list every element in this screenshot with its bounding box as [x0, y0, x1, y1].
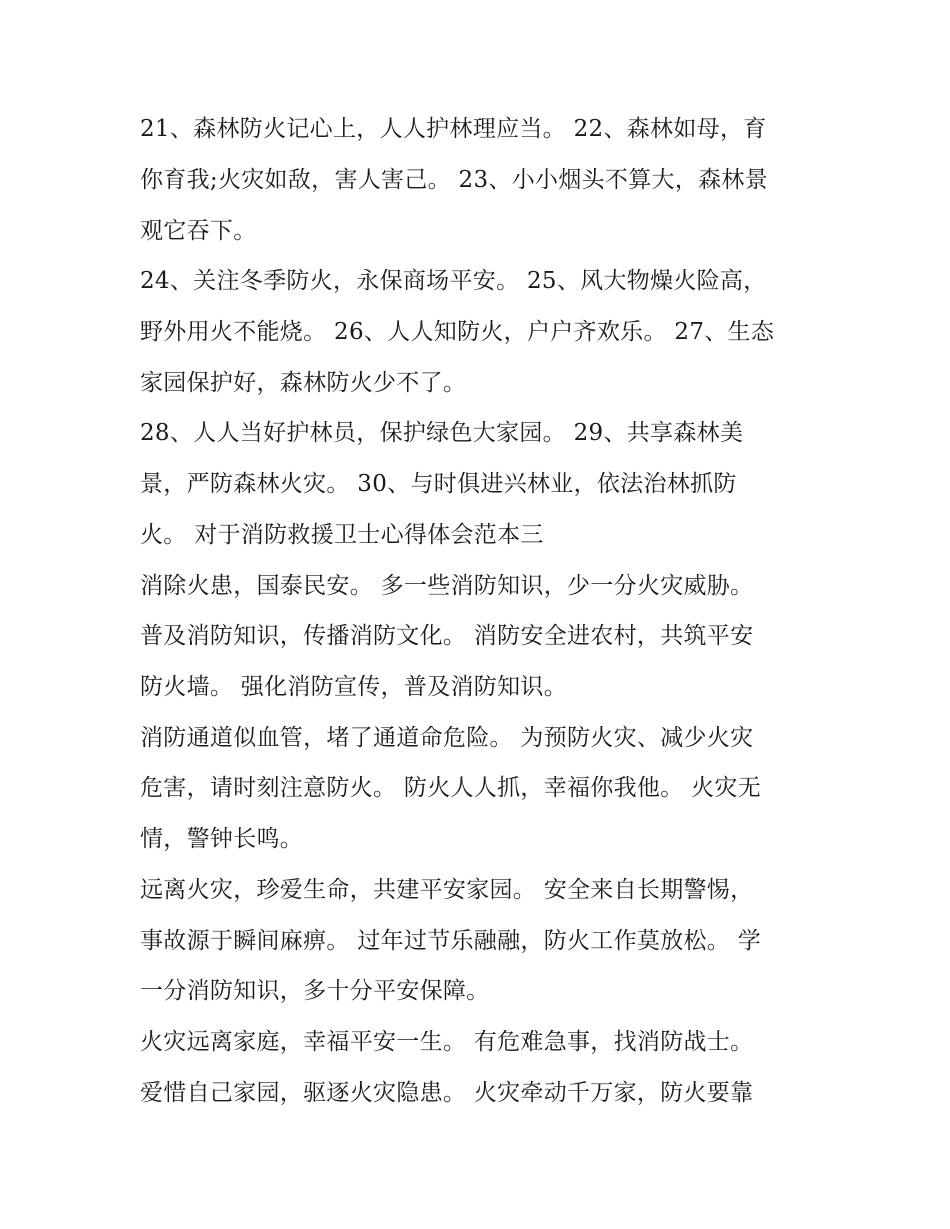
text-line: 28、人人当好护林员，保护绿色大家园。 29、共享森林美 [140, 420, 744, 446]
text-line: 事故源于瞬间麻痹。 过年过节乐融融，防火工作莫放松。 学 [140, 928, 762, 954]
text-line: 危害，请时刻注意防火。 防火人人抓，幸福你我他。 火灾无 [140, 775, 762, 801]
text-line: 爱惜自己家园，驱逐火灾隐患。 火灾牵动千万家，防火要靠 [140, 1080, 754, 1106]
text-line: 火。 对于消防救援卫士心得体会范本三 [140, 522, 544, 548]
text-line: 你育我;火灾如敌，害人害己。 23、小小烟头不算大，森林景 [140, 167, 769, 193]
text-line: 火灾远离家庭，幸福平安一生。 有危难急事，找消防战士。 [140, 1029, 754, 1055]
text-line: 情，警钟长鸣。 [140, 826, 304, 852]
text-line: 一分消防知识，多十分平安保障。 [140, 978, 490, 1004]
text-line: 远离火灾，珍爱生命，共建平安家园。 安全来自长期警惕， [140, 877, 754, 903]
text-line: 消除火患，国泰民安。 多一些消防知识，少一分火灾威胁。 [140, 573, 754, 599]
text-line: 野外用火不能烧。 26、人人知防火，户户齐欢乐。 27、生态 [140, 319, 775, 345]
text-line: 景，严防森林火灾。 30、与时俱进兴林业，依法治林抓防 [140, 471, 737, 497]
text-line: 24、关注冬季防火，永保商场平安。 25、风大物燥火险高， [140, 268, 767, 294]
text-line: 普及消防知识，传播消防文化。 消防安全进农村，共筑平安 [140, 623, 754, 649]
text-line: 观它吞下。 [140, 218, 257, 244]
text-line: 21、森林防火记心上，人人护林理应当。 22、森林如母，育 [140, 116, 767, 142]
text-line: 消防通道似血管，堵了通道命危险。 为预防火灾、减少火灾 [140, 725, 754, 751]
text-line: 家园保护好，森林防火少不了。 [140, 370, 467, 396]
text-line: 防火墙。 强化消防宣传，普及消防知识。 [140, 674, 568, 700]
